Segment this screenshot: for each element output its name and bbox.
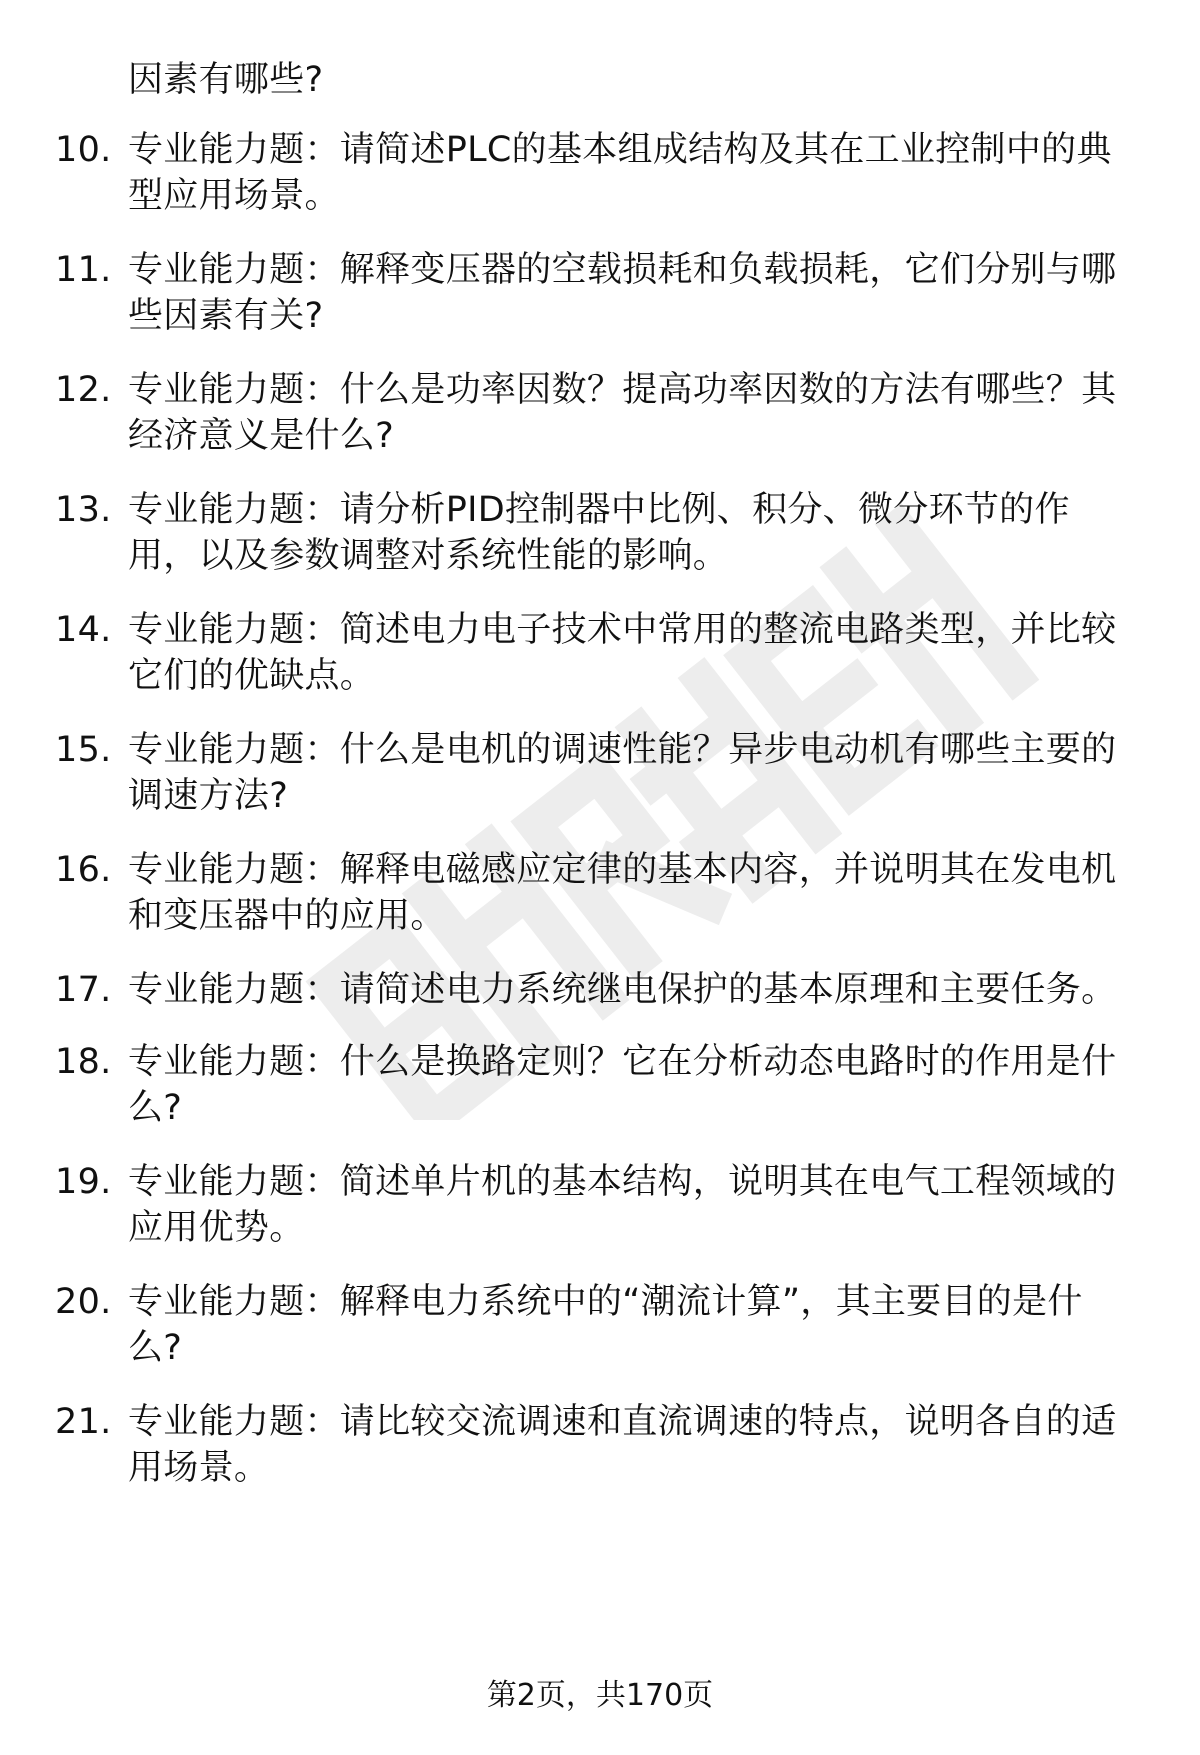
item-number: 18. <box>55 1042 112 1082</box>
item-text: 专业能力题：请比较交流调速和直流调速的特点，说明各自的适 <box>128 1402 1117 1442</box>
item-text: 专业能力题：什么是电机的调速性能？异步电动机有哪些主要的 <box>128 730 1117 770</box>
item-text: 么? <box>128 1088 183 1128</box>
item-text: 专业能力题：简述电力电子技术中常用的整流电路类型，并比较 <box>128 610 1117 650</box>
item-number: 12. <box>55 370 112 410</box>
item-text: 用场景。 <box>128 1448 270 1488</box>
item-text: 它们的优缺点。 <box>128 656 376 696</box>
item-number: 11. <box>55 250 112 290</box>
item-text: 专业能力题：请分析PID控制器中比例、积分、微分环节的作 <box>128 490 1070 530</box>
item-text: 专业能力题：什么是功率因数？提高功率因数的方法有哪些？其 <box>128 370 1117 410</box>
page-footer: 第2页，共170页 <box>486 1678 714 1713</box>
item-text: 专业能力题：解释电力系统中的“潮流计算”，其主要目的是什 <box>128 1282 1083 1322</box>
item-text: 用，以及参数调整对系统性能的影响。 <box>128 536 729 576</box>
item-text: 应用优势。 <box>128 1208 305 1248</box>
item-text: 专业能力题：解释电磁感应定律的基本内容，并说明其在发电机 <box>128 850 1117 890</box>
item-text: 调速方法? <box>128 776 289 816</box>
item-number: 21. <box>55 1402 112 1442</box>
item-text: 经济意义是什么? <box>128 416 394 456</box>
item-number: 17. <box>55 970 112 1010</box>
item-text: 和变压器中的应用。 <box>128 896 446 936</box>
item-text: 型应用场景。 <box>128 176 340 216</box>
item-number: 16. <box>55 850 112 890</box>
item-text: 专业能力题：解释变压器的空载损耗和负载损耗，它们分别与哪 <box>128 250 1117 290</box>
item-number: 14. <box>55 610 112 650</box>
item-number: 15. <box>55 730 112 770</box>
item-text: 专业能力题：简述单片机的基本结构，说明其在电气工程领域的 <box>128 1162 1117 1202</box>
item-number: 13. <box>55 490 112 530</box>
item-text: 专业能力题：什么是换路定则？它在分析动态电路时的作用是什 <box>128 1042 1117 1082</box>
item-text: 专业能力题：请简述PLC的基本组成结构及其在工业控制中的典 <box>128 130 1112 170</box>
item-text: 么? <box>128 1328 183 1368</box>
item-text: 专业能力题：请简述电力系统继电保护的基本原理和主要任务。 <box>128 970 1117 1010</box>
item-text: 些因素有关? <box>128 296 324 336</box>
item-number: 10. <box>55 130 112 170</box>
item-number: 19. <box>55 1162 112 1202</box>
item-text: 因素有哪些? <box>128 60 324 100</box>
item-number: 20. <box>55 1282 112 1322</box>
watermark-logo <box>250 500 1050 1120</box>
